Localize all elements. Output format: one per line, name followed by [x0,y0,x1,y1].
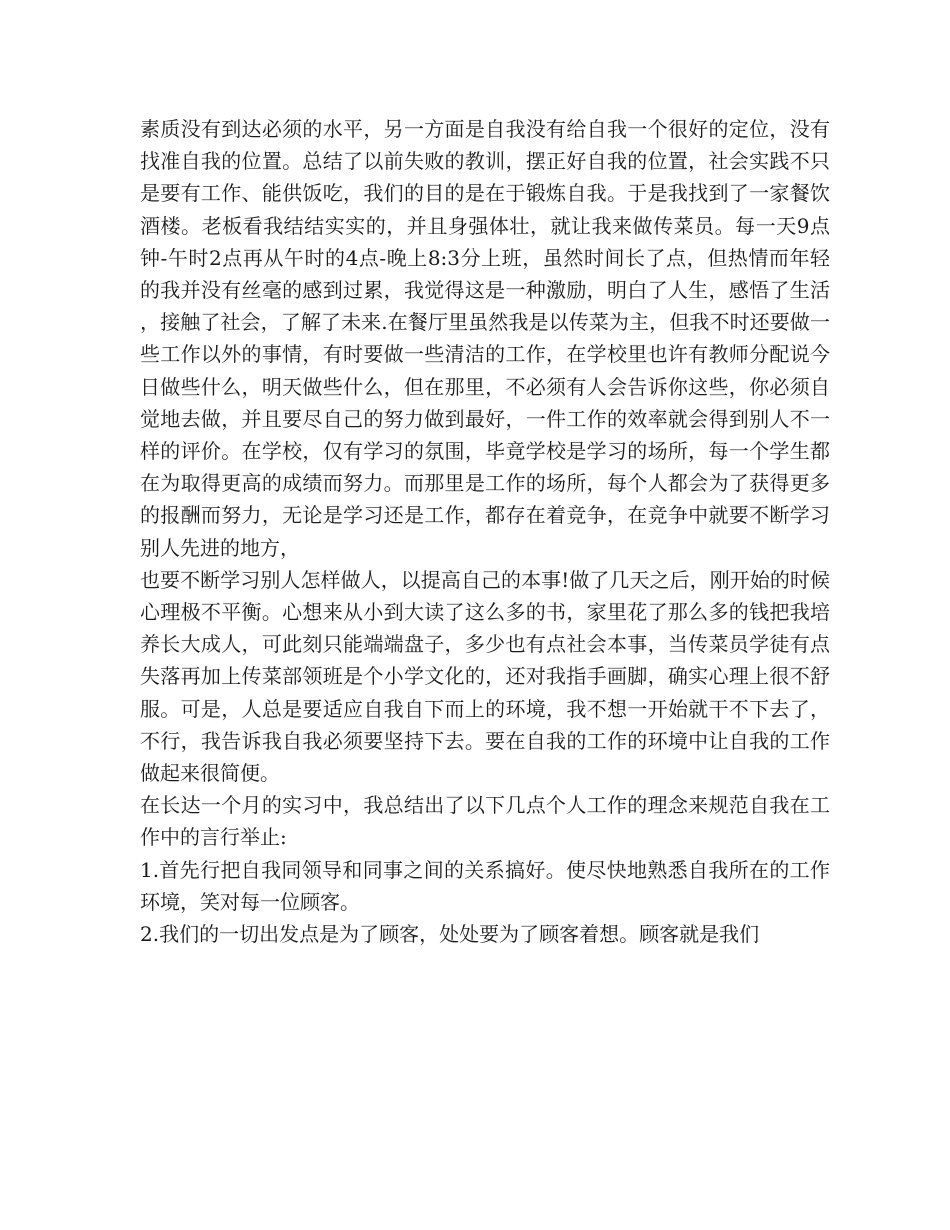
list-item-2: 2.我们的一切出发点是为了顾客，处处要为了顾客着想。顾客就是我们 [140,922,760,947]
list-item-1: 1.首先行把自我同领导和同事之间的关系搞好。使尽快地熟悉自我所在的工作环境，笑对每一位顾客。 [140,857,830,914]
paragraph-3: 在长达一个月的实习中，我总结出了以下几点个人工作的理念来规范自我在工作中的言行举止: [140,793,830,850]
paragraph-2: 也要不断学习别人怎样做人，以提高自己的本事!做了几天之后，刚开始的时候心理极不平衡。心想来从小到大读了这么多的书，家里花了那么多的钱把我培养长大成人，可此刻只能端端盘子，多少也有点社会本事，当传菜员学徒有点失落再加上传菜部领班是个小学文化的，还对我指手画脚，确实心理上很不舒服。可是，人总是要适应自我自下而上的环境，我不想一开始就干不下去了，不行，我告诉我自我必须要坚持下去。要在自我的工作的环境中让自我的工作做起来很简便。 [140,567,830,786]
paragraph-1: 素质没有到达必须的水平，另一方面是自我没有给自我一个很好的定位，没有找准自我的位置。总结了以前失败的教训，摆正好自我的位置，社会实践不只是要有工作、能供饭吃，我们的目的是在于锻炼自我。于是我找到了一家餐饮酒楼。老板看我结结实实的，并且身强体壮，就让我来做传菜员。每一天9点钟-午时2点再从午时的4点-晚上8:3分上班，虽然时间长了点，但热情而年轻的我并没有丝毫的感到过累，我觉得这是一种激励，明白了人生，感悟了生活，接触了社会，了解了未来.在餐厅里虽然我是以传菜为主，但我不时还要做一些工作以外的事情，有时要做一些清洁的工作，在学校里也许有教师分配说今日做些什么，明天做些什么，但在那里，不必须有人会告诉你这些，你必须自觉地去做，并且要尽自己的努力做到最好，一件工作的效率就会得到别人不一样的评价。在学校，仅有学习的氛围，毕竟学校是学习的场所，每一个学生都在为取得更高的成绩而努力。而那里是工作的场所，每个人都会为了获得更多的报酬而努力，无论是学习还是工作，都存在着竞争，在竞争中就要不断学习别人先进的地方， [140,117,830,560]
document-body [140,113,830,950]
